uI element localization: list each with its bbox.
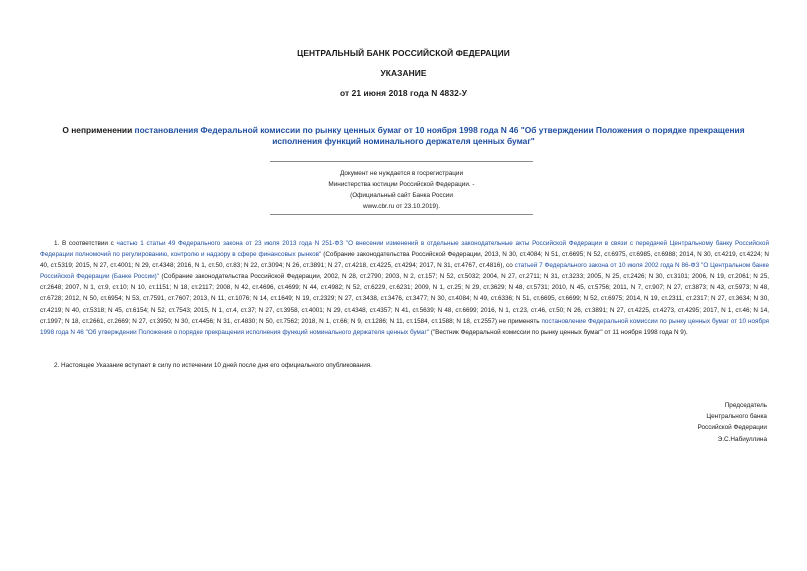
note-line: (Официальный сайт Банка России <box>350 192 453 199</box>
signature-org: Российской Федерации <box>697 424 767 432</box>
registration-note <box>270 168 533 212</box>
signature-role: Председатель <box>724 402 767 409</box>
note-line: Министерства юстиции Российской Федерации. - <box>328 181 475 188</box>
law-86-fz-link[interactable]: статьей 7 Федерального закона от 10 июля 2002 года N 86-ФЗ "О Центральном банке Российской Федерации (Банке России)" <box>40 262 769 281</box>
note-top-divider <box>270 161 533 162</box>
issuer-heading: ЦЕНТРАЛЬНЫЙ БАНК РОССИЙСКОЙ ФЕДЕРАЦИИ <box>297 48 510 58</box>
paragraph-1-text: (Собрание законодательства Российской Федерации, 2002, N 28, ст.2790; 2003, N 2, ст.157; N 52, ст.5032; 2004, N 27, ст.2711; N 31, ст.3233; 2005, N 25, ст.2426; N 30, ст.3101; 2006, N 19, ст.2061; N 25, ст.2648; 2007, N 1, ст.9, ст.10; N 10, ст.1151; N 18, ст.2117; 2008, N 42, ст.4696, ст.4699; N 44, ст.4982; N 52, ст.6229, ст.6231; 2009, N 1, ст.25; N 29, ст.3629; N 48, ст.5731; 2010, N 45, ст.5756; 2011, N 7, ст.907; N 27, ст.3873; N 43, ст.5973; N 48, ст.6728; 2012, N 50, ст.6954; N 53, ст.7591, ст.7607; 2013, N 11, ст.1076; N 14, ст.1649; N 19, ст.2329; N 27, ст.3438, ст.3476, ст.3477; N 30, ст.4084; N 49, ст.6336; N 51, ст.6695, ст.6699; N 52, ст.6975; 2014, N 19, ст.2311, ст.2317; N 27, ст.3634; N 30, ст.4219; N 40, ст.5318; N 45, ст.6154; N 52, ст.7543; 2015, N 1, ст.4, ст.37; N 27, ст.3958, ст.4001; N 29, ст.4348, ст.4357; N 41, ст.5639; N 48, ст.6699; 2016, N 1, ст.23, ст.46, ст.50; N 26, ст.3891; N 27, ст.4225, ст.4273, ст.4295; 2017, N 1, ст.46; N 14, ст.1997; N 18, ст.2661, ст.2669; N 27, ст.3950; N 30, ст.4456; N 31, ст.4830; N 50, ст.7562; 2018, N 1, ст.66; N 9, ст.1286; N 11, ст.1584, ст.1588; N 18, ст.2557) не применять <box>40 273 769 325</box>
document-title <box>40 125 767 147</box>
document-type-heading: УКАЗАНИЕ <box>380 68 427 78</box>
paragraph-1 <box>40 238 769 338</box>
title-prefix: О неприменении <box>62 125 135 135</box>
paragraph-1-text: (Собрание законодательства Российской Федерации, 2013, N 30, ст.4084; N 51, ст.6695; N 52, ст.6975, ст.6985, ст.6988; 2014, N 30, ст.4219, ст.4224; N 40, ст.5319; 2015, N 27, ст.4001; N 29, ст.4348; 2016, N 1, ст.50, ст.83; N 22, ст.3094; N 26, ст.3891; N 27, ст.4218, ст.4225, ст.4294; 2017, N 31, ст.4767, ст.4816), со <box>40 251 769 270</box>
title-link[interactable]: постановления Федеральной комиссии по рынку ценных бумаг от 10 ноября 1998 года N 46 "Об утверждении Положения о порядке прекращения исполнения функций номинального держателя ценных бумаг" <box>134 125 745 146</box>
paragraph-2: 2. Настоящее Указание вступает в силу по истечении 10 дней после дня его официального опубликования. <box>54 362 372 369</box>
fcsm-resolution-link[interactable]: постановление Федеральной комиссии по рынку ценных бумаг от 10 ноября 1998 года N 46 "Об утверждении Положения о порядке прекращения исполнения функций номинального держателя ценных бумаг" <box>40 317 769 336</box>
signature-name: Э.С.Набиуллина <box>717 435 767 443</box>
law-251-fz-link[interactable]: частью 1 статьи 49 Федерального закона от 23 июля 2013 года N 251-ФЗ "О внесении изменений в отдельные законодательные акты Российской Федерации в связи с передачей Центральному банку Российской Федерации полномочий по регулированию, контролю и надзору в сфере финансовых рынков" <box>40 240 769 259</box>
note-line: www.cbr.ru от 23.10.2019). <box>362 203 441 210</box>
note-line: Документ не нуждается в госрегистрации <box>339 170 464 177</box>
date-number-heading: от 21 июня 2018 года N 4832-У <box>339 88 468 98</box>
paragraph-1-text: 1. В соответствии с <box>54 240 117 247</box>
note-bottom-divider <box>270 214 533 215</box>
signature-block <box>698 400 768 445</box>
signature-org: Центрального банка <box>706 413 767 421</box>
paragraph-1-text: ("Вестник Федеральной комиссии по рынку ценных бумаг" от 11 ноября 1998 года N 9). <box>429 328 688 336</box>
